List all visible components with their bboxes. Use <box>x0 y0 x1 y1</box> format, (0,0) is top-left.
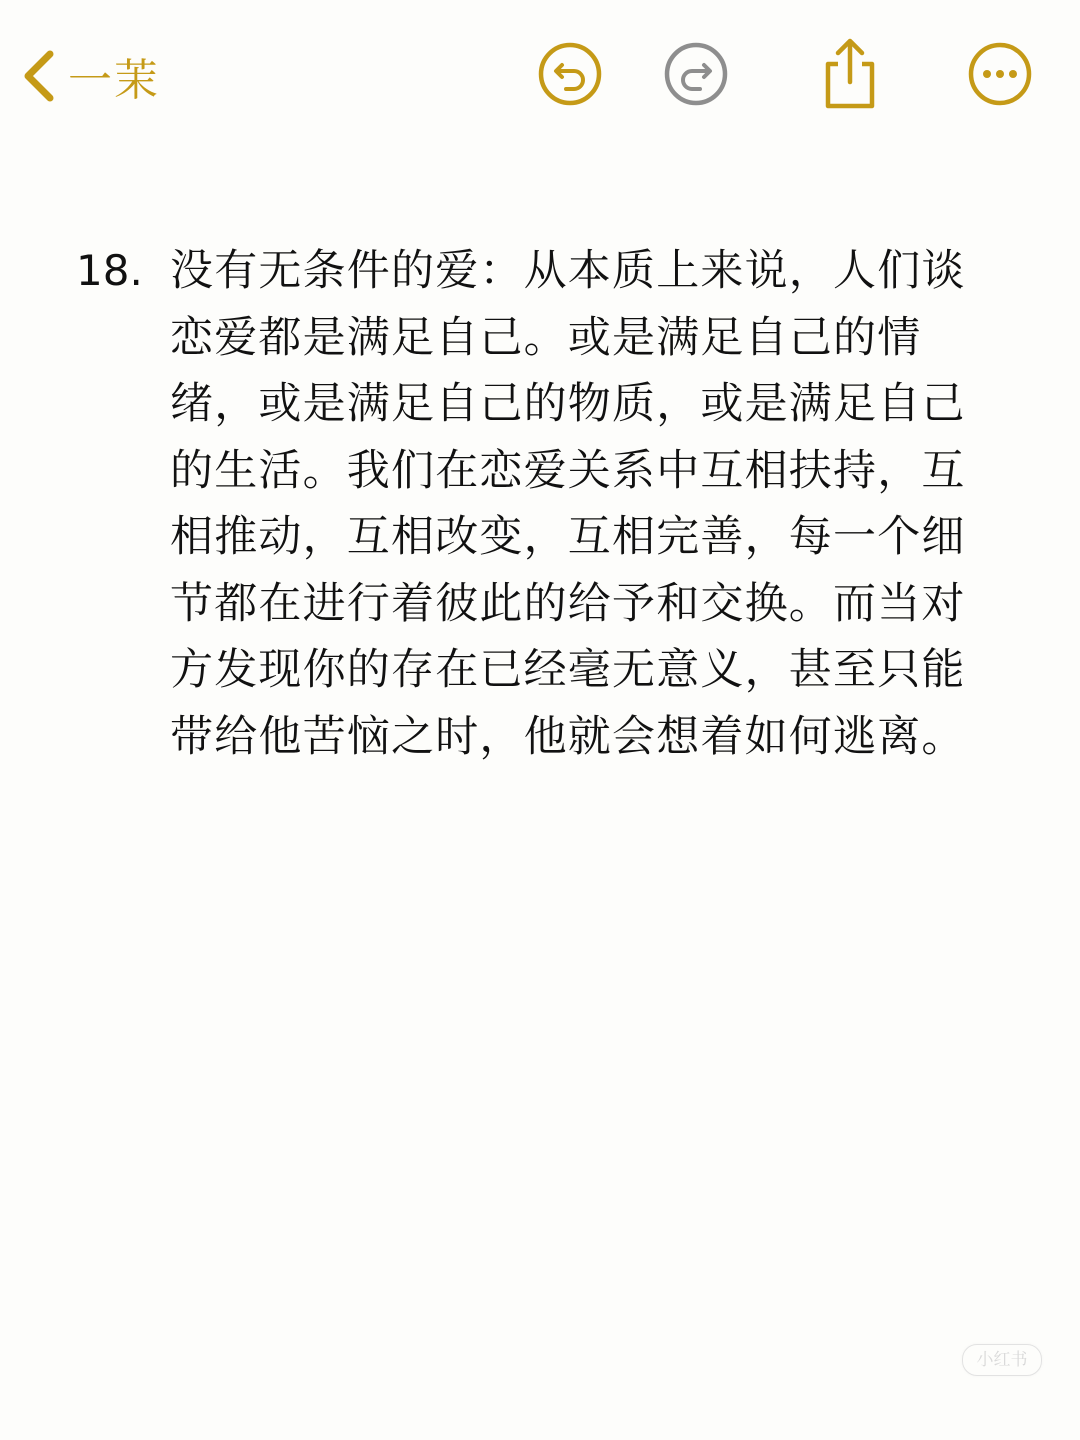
back-label: 一茉 <box>68 55 160 106</box>
note-content[interactable] <box>76 238 996 770</box>
share-icon <box>814 36 886 112</box>
redo-button[interactable] <box>662 40 730 108</box>
more-button[interactable] <box>966 40 1034 108</box>
undo-circle-icon <box>536 40 604 108</box>
note-text[interactable]: 没有无条件的爱：从本质上来说，人们谈恋爱都是满足自己。或是满足自己的情绪，或是满足自己的物质，或是满足自己的生活。我们在恋爱关系中互相扶持，互相推动，互相改变，互相完善，每一个细节都在进行着彼此的给予和交换。而当对方发现你的存在已经毫无意义，甚至只能带给他苦恼之时，他就会想着如何逃离。 <box>170 246 966 762</box>
watermark-logo: 小红书 <box>962 1344 1042 1376</box>
back-button[interactable] <box>18 36 160 116</box>
note-number: 18. <box>76 246 143 295</box>
chevron-left-icon <box>18 46 58 106</box>
undo-button[interactable] <box>536 40 604 108</box>
share-button[interactable] <box>814 36 886 112</box>
redo-circle-icon <box>662 40 730 108</box>
more-circle-icon <box>966 40 1034 108</box>
navigation-bar <box>0 0 1080 150</box>
